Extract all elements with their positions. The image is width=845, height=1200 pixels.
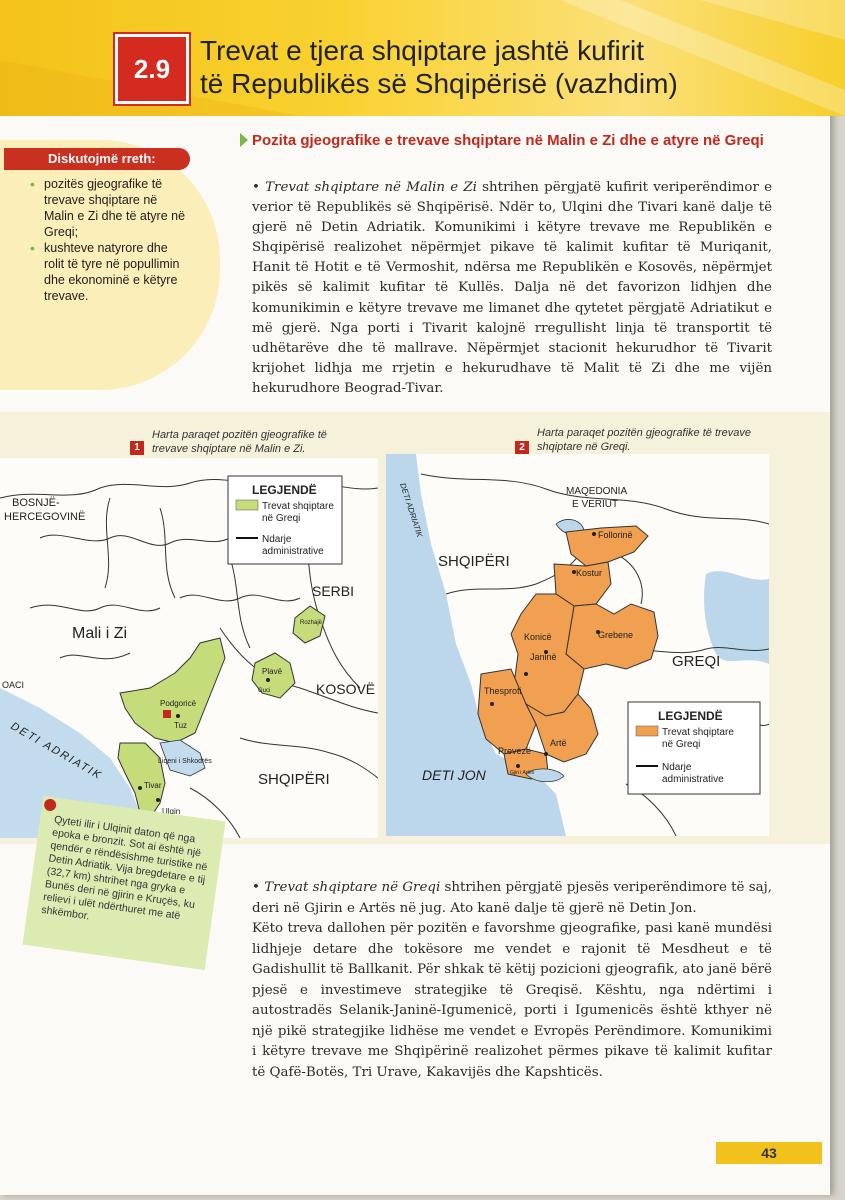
map2-number: 2 [515, 441, 529, 455]
map2-greece [386, 454, 769, 836]
map1-label-serbi: SERBI [312, 583, 355, 599]
map1-label-plave: Plavë [262, 667, 283, 676]
map2-label-gjiri: Gjiri i Artës [510, 770, 535, 776]
map1-label-shqiperi: SHQIPËRI [258, 771, 330, 788]
map1-label-liqeni: Liqeni i Shkodrës [158, 758, 212, 765]
map2-legend [628, 702, 760, 794]
map2-label-preveze: Prevezë [498, 746, 532, 756]
map1-label-hercegovine: HERCEGOVINË [4, 511, 86, 523]
info-note-text: Qyteti ilir i Ulqinit daton që nga epoka e bronzit. Sot ai është një qendër e rëndësishme turistike në Detin Adriatik. Vija bregdetare e tij (32,7 km) shtrihet nga gryka e Bunës deri në gjirin e Kruçës, ku relievi i ulët ndërthuret me atë shkëmbor. [40, 813, 208, 923]
map2-label-follorine: Follorinë [598, 530, 633, 540]
paragraph-montenegro: • Trevat shqiptare në Malin e Zi shtrihen përgjatë kufirit veriperëndimor e verior të Republikës së Shqipërisë. Ndër to, Ulqini dhe Tivari kanë dalje të gjerë në Detin Adriatik. Komunikimi i këtyre trevave me Republikën e Shqipërisë realizohet nëpërmjet pikave të kalimit kufitar të Muriqanit, Hanit të Hotit e të Vermoshit, ndërsa me Republikën e Kosovës, nëpërmjet pikës së kalimit kufitar të Kullës. Dalja në det favorizon lidhjen dhe komunikimin e këtyre trevave me limanet dhe qytetet përgjatë Adriatikut e më gjerë. Nga porti i Tivarit kalojnë rregullisht linja të transportit të udhëtarëve dhe të mallrave. Nëpërmjet stacionit hekurudhor të Tivarit krijohet lidhja me rrjetin e hekurudhave të Malit të Zi dhe me vijën hekurudhore Beograd-Tivar. [252, 180, 772, 396]
pin-icon [43, 798, 57, 812]
info-note [22, 796, 225, 970]
map2-legend-title: LEGJENDË [658, 709, 723, 723]
chapter-title [200, 34, 820, 100]
chapter-number: 2.9 [115, 34, 189, 104]
chapter-header [0, 0, 845, 116]
map1-legend-item1: Trevat shqiptare në Greqi [262, 501, 334, 524]
map2-label-maqedonia2: E VERIUT [572, 499, 619, 510]
map1-legend-title: LEGJENDË [252, 483, 317, 497]
discuss-item: • kushteve natyrore dhe rolit të tyre në popullimin dhe ekonominë e këtyre trevave. [30, 240, 190, 304]
map1-number: 1 [130, 441, 144, 455]
map1-capital-marker [163, 710, 171, 718]
discuss-box [0, 140, 228, 390]
map2-label-janine: Janinë [530, 652, 557, 662]
map2-legend-swatch [636, 726, 658, 736]
map2-label-kostur: Kostur [576, 568, 603, 578]
map1-label-deti: DETI ADRIATIK [8, 720, 105, 783]
section-title-text: Pozita gjeografike e trevave shqiptare në Malin e Zi dhe e atyre në Greqi [252, 132, 764, 149]
map2-label-arte: Artë [550, 738, 567, 748]
paragraph-lead: Trevat shqiptare në Greqi [264, 880, 441, 895]
map1-legend-item2: Ndarje administrative [262, 534, 324, 557]
map2-caption: Harta paraqet pozitën gjeografike të trevave shqiptare në Greqi. [537, 427, 752, 453]
map1-montenegro [0, 458, 378, 838]
paragraph-greece-intro: • Trevat shqiptare në Greqi shtrihen përgjatë pjesës veriperëndimore të saj, deri në Gjirin e Artës në jug. Ato kanë dalje të gjerë në Detin Jon. [252, 880, 772, 916]
chapter-title-line2: të Republikës së Shqipërisë (vazhdim) [200, 68, 678, 99]
paragraph-text: shtrihen përgjatë kufirit veriperëndimor e verior të Republikës së Shqipërisë. Ndër to, Ulqini dhe Tivari kanë dalje të gjerë në Detin Adriatik. Komunikimi i këtyre trevave me Republikën e Shqipërisë realizohet nëpërmjet pikave të kalimit kufitar të Muriqanit, Hanit të Hotit e të Vermoshit, ndërsa me Republikën e Kosovës, nëpërmjet pikës së kalimit kufitar të Kullës. Dalja në det favorizon lidhjen dhe komunikimin e këtyre trevave me limanet dhe qytetet përgjatë Adriatikut e më gjerë. Nga porti i Tivarit kalojnë rregullisht linja të transportit të udhëtarëve dhe të mallrave. Nëpërmjet stacionit hekurudhor të Tivarit krijohet lidhja me rrjetin e hekurudhave të Malit të Zi dhe me vijën hekurudhore Beograd-Tivar. [252, 180, 772, 396]
map2-label-greqi: GREQI [672, 653, 721, 670]
discuss-label: Diskutojmë rreth: [4, 148, 190, 170]
map1-label-podgorice: Podgoricë [160, 699, 197, 708]
map1-label-ulqin: Ulqin [162, 807, 181, 816]
paragraph-lead: Trevat shqiptare në Malin e Zi [265, 180, 477, 195]
discuss-item: • pozitës gjeografike të trevave shqiptare në Malin e Zi dhe të atyre në Greqi; [30, 176, 190, 240]
page-number: 43 [716, 1142, 822, 1164]
map1-caption: Harta paraqet pozitën gjeografike të trevave shqiptare në Malin e Zi. [152, 429, 327, 455]
paragraph-greece-body: Këto treva dallohen për pozitën e favorshme gjeografike, pasi kanë mundësi lidhjeje detare dhe tokësore me vendet e rajonit të Mesdheut e të Gadishullit të Ballkanit. Për shkak të këtij pozicioni gjeografik, ato janë bërë pjesë e investimeve strategjike të Greqisë. Kështu, nga ndërtimi i autostradës Selanik-Janinë-Igumenicë, porti i Igumenicës është kthyer në një pikë strategjike lidhëse me vendet e Evropës Perëndimore. Komunikimi i këtyre trevave me Shqipërinë realizohet përmes pikave të kalimit kufitar të Qafë-Botës, Tri Urave, Kakavijës dhe Kapshticës. [252, 921, 772, 1080]
map2-legend-item1: Trevat shqiptare në Greqi [662, 727, 734, 750]
map2-label-adriatik: DETI ADRIATIK [398, 481, 425, 539]
paragraph-greece [252, 878, 772, 1083]
map2-label-shqiperi: SHQIPËRI [438, 553, 510, 570]
map2-label-grebene: Grebene [598, 630, 634, 640]
map1-label-tivar: Tivar [144, 781, 162, 790]
map1-label-rozhaje: Rozhajë [300, 620, 323, 626]
chapter-title-line1: Trevat e tjera shqiptare jashtë kufirit [200, 35, 645, 66]
map1-legend-swatch [236, 500, 258, 510]
map2-label-maqedonia1: MAQEDONIA [566, 486, 628, 497]
map1-label-gusi: Guci [258, 688, 271, 694]
section-title [252, 131, 772, 150]
map1-label-kroaci: OACI [2, 680, 25, 690]
map2-label-konice: Konicë [524, 632, 552, 642]
map1-label-mali: Mali i Zi [72, 625, 128, 642]
map1-label-kosove: KOSOVË [316, 681, 376, 697]
map2-label-thesproti: Thesproti [484, 686, 522, 696]
map1-label-tuz: Tuz [174, 721, 188, 730]
map2-legend-item2: Ndarje administrative [662, 762, 724, 785]
paragraph-text: shtrihen përgjatë pjesës veriperëndimore të saj, deri në Gjirin e Artës në jug. Ato kanë dalje të gjerë në Detin Jon. [252, 880, 772, 916]
map1-label-bosnje: BOSNJË- [12, 497, 60, 509]
discuss-list [30, 176, 190, 304]
map1-legend [228, 476, 342, 564]
map2-label-detijon: DETI JON [422, 767, 486, 783]
